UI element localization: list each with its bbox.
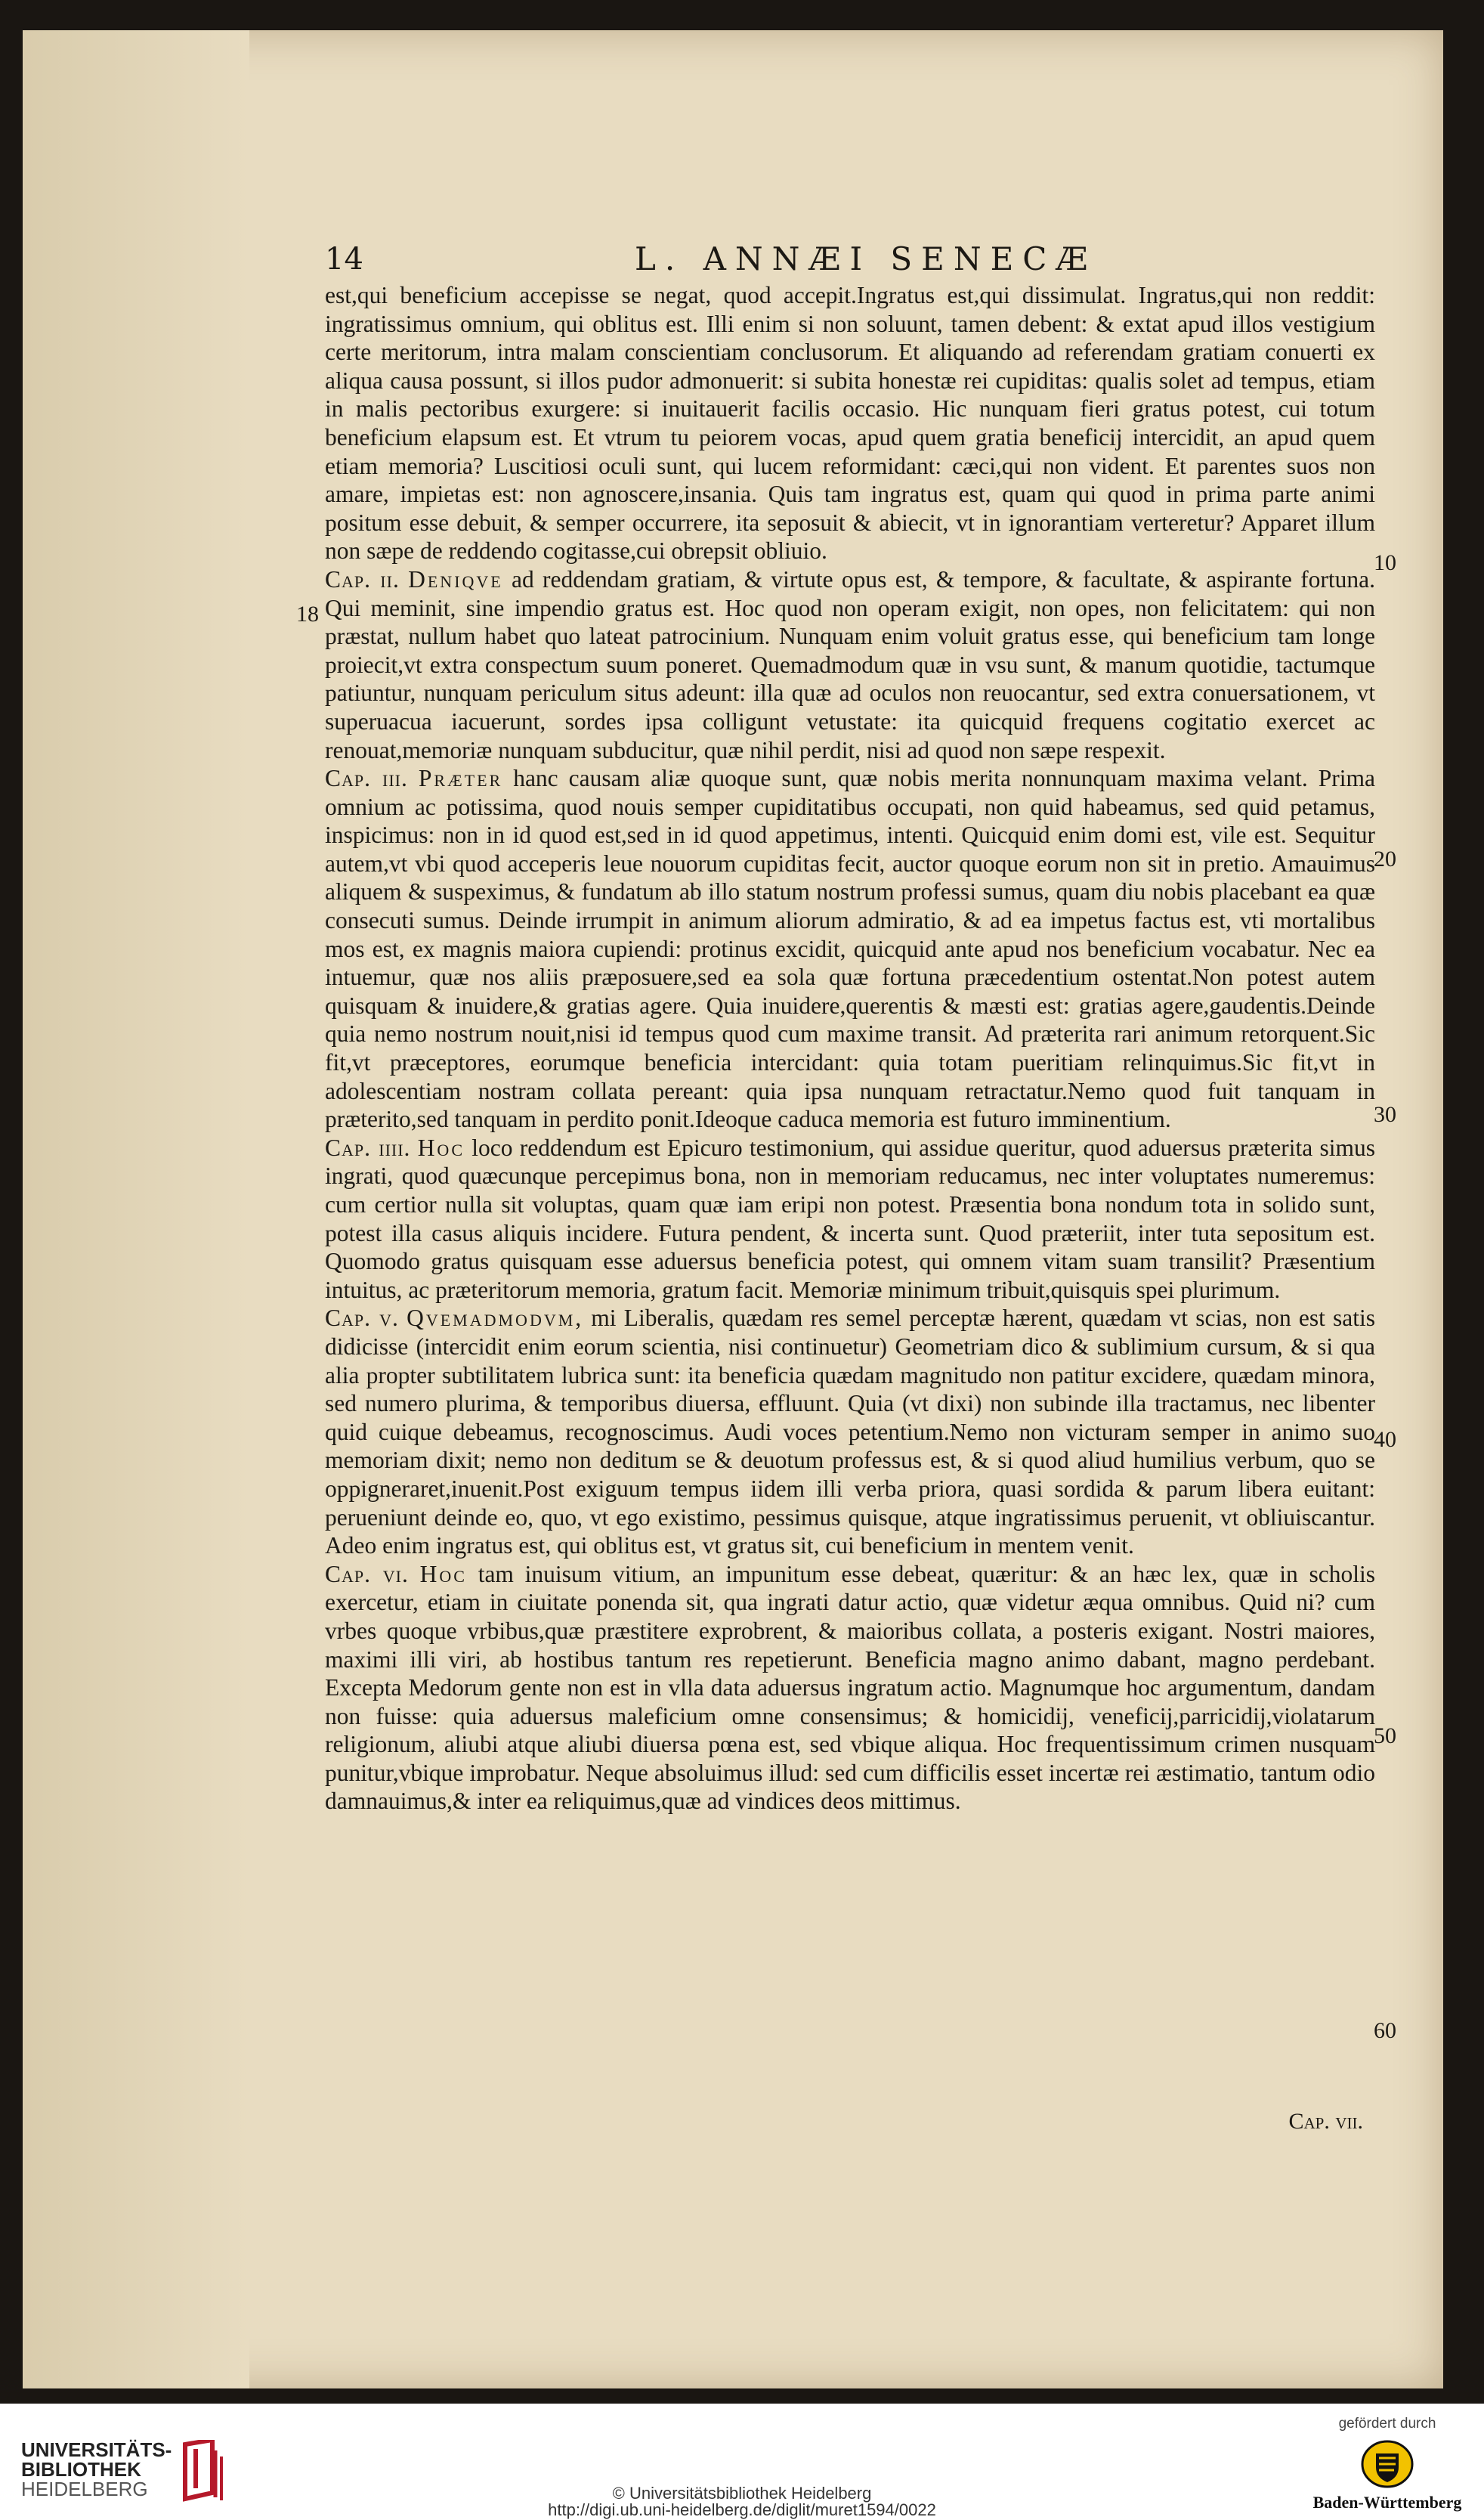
library-name-line: UNIVERSITÄTS- [21, 2438, 172, 2461]
chapter-label: Cap. iii. [325, 765, 408, 792]
chapter-label: Cap. vi. [325, 1560, 409, 1587]
paragraph-text: loco reddendum est Epicuro testimonium, qui assidue queritur, quod aduersus præterita simus ingrati, quod quæcunque percepimus bona, non in memoriam reducamus, nec inter voluptates numeremus: cum certior nulla sit voluptas, quam quæ iam eripi non potest. Præsentia bona nondum tota in solido sunt, potest illa casus aliquis incidere. Futura pendent, & incerta sunt. Quod præteriit, inter tuta sepositum est. Quomodo gratus quisquam esse aduersus beneficia potest, qui omnem vitam suam transilit? Præsentium intuitus, ac præteritorum memoria, gratum facit. Memoriæ minimum tribuit,quisquis spei plurimum. [325, 1134, 1375, 1303]
margin-line-number: 40 [1374, 1427, 1396, 1452]
paragraph-text: tam inuisum vitium, an impunitum esse debeat, quæritur: & an hæc lex, quæ in scholis exercetur, etiam in ciuitate ponenda sit, qua ingrati datur actio, quæ videtur æqua omnibus. Quid ni? cum vrbes quoque vrbibus,quæ præstitere exprobrent, & maioribus collata, a posteris exigant. Nostri maiores, maximi illi viri, ab hostibus tantum res repetierunt. Beneficia magno animo dabant, magno perdebant. Excepta Medorum gente non est in vlla data aduersus ingratum actio. Magnumque hoc argumentum, dandam non fuisse: quia aduersus maleficium omne consensimus; & homicidij, veneficij,parricidij,violatarum religionum, aliubi atque aliubi diuersa pœna est, sed vbique aliqua. Hoc frequentissimum crimen nusquam punitur,vbique improbatur. Neque absoluimus illud: sed cum difficilis esset incertæ rei æstimatio, tantum odio damnauimus,& inter ea reliquimus,quæ ad vindices deos mittimus. [325, 1560, 1376, 1815]
chapter-incipit: Hoc [417, 1134, 465, 1161]
permalink[interactable]: http://digi.ub.uni-heidelberg.de/diglit/muret1594/0022 [548, 2500, 936, 2519]
paragraph-text: est,qui beneficium accepisse se negat, quod accepit.Ingratus est,qui dissimulat. Ingratus,qui non reddit: ingratissimus omnium, qui oblitus est. Illi enim si non soluunt, tamen debent: & extat apud illos vestigium certe meritorum, intra malam conscientiam conclusorum. Et aliquando ad referendam gratiam conuerti ex aliqua causa possunt, si illos pudor admonuerit: si subita honestæ rei cupiditas: qualis solet ad tempus, etiam in malis pectoribus exurgere: si inuitauerit facilis occasio. Hic nunquam fieri gratus potest, cui totum beneficium elapsum est. Et vtrum tu peiorem vocas, apud quem gratia beneficij intercidit, an apud quem etiam memoria? Luscitiosi oculi sunt, qui lucem reformidant: cæci,qui non vident. Et parentes suos non amare, impietas est: non agnoscere,insania. Quis tam ingratus est, quam qui quod in prima parte animi positum esse debuit, & semper occurrere, ita seposuit & abiecit, vt in ignorantiam verteretur? Apparet illum non sæpe de reddendo cogitasse,cui obrepsit obliuio. [325, 282, 1375, 565]
funder-label: gefördert durch [1338, 2416, 1436, 2432]
chapter-5 [325, 1304, 1375, 1559]
chapter-incipit: Hoc [419, 1560, 467, 1587]
chapter-2 [325, 565, 1375, 764]
coat-of-arms-icon [1361, 2440, 1414, 2488]
paragraph-text: hanc causam aliæ quoque sunt, quæ nobis merita nonnunquam maxima velant. Prima omnium ac potissima, quod nouis semper cupiditatibus occupati, non quid habeamus, sed quid petamus, inspicimus: non in id quod est,sed in id quod appetimus, intenti. Quicquid enim domi est, vile est. Sequitur autem,vt vbi quod acceperis leue nouorum cupiditas fecit, auctor quoque eorum non sit in pretio. Amauimus aliquem & suspeximus, & fundatum ab illo statum nostrum professi sumus, quam diu nobis placebant ea quæ consecuti sumus. Deinde irrumpit in animum aliorum admiratio, & ad ea impetus factus est, vti mortalibus mos est, ex magnis maiora cupiendi: protinus excidit, quicquid ante apud nos beneficium vocabatur. Nec ea intuemur, quæ nos aliis præposuere,sed ea sola quæ fortuna præcedentium ostentat.Non potest autem quisquam & inuidere,& gratias agere. Quia inuidere,querentis & mæsti est: gratias agere,gaudentis.Deinde quia nemo nostrum nouit,nisi id tempus quod cum maxime transit. Ad præterita rari animum retorquent.Sic fit,vt præceptores, eorumque beneficia intercidant: quia totam pueritiam relinquimus.Sic fit,vt in adolescentiam nostram collata pereant: quia ipsa nunquam retractatur.Nemo quod fuit tanquam in præterito,sed tanquam in perdito ponit.Ideoque caduca memoria est futuro imminentium. [325, 765, 1376, 1133]
library-name-line: BIBLIOTHEK [21, 2458, 141, 2481]
paragraph-text: mi Liberalis, quædam res semel perceptæ hærent, quædam vt scias, non est satis didicisse (intercidit enim eorum scientia, nisi continuetur) Geometriam dico & sublimium cursum, & si qua alia propter subtilitatem lubrica sunt: ita beneficia quædam magnitudo non patitur excidere, quædam minora, sed numero plurima, & temporibus diuersa, effluunt. Quia (vt dixi) non subinde illa tractamus, nec libenter quid cuique debeamus, recognoscimus. Audi voces petentium.Nemo non victuram semper in animo suo memoriam dixit; nemo non deditum se & deuotum professus est, & si quod aliud humilius verbum, quo se oppigneraret,inuenit.Post exiguum tempus iidem illi verba priora, quasi sordida & parum libera euitant: perueniunt deinde eo, quo, vt ego existimo, pessimus quisque, atque ingratissimus peruenit, vt obliuiscantur. Adeo enim ingratus est, qui oblitus est, vt gratus sit, cui beneficium in mentem venit. [325, 1305, 1375, 1559]
library-name-line: HEIDELBERG [21, 2478, 148, 2500]
chapter-incipit: Qvemadmodvm, [407, 1305, 584, 1332]
funder-block [1312, 2416, 1463, 2512]
page-gutter [23, 30, 249, 2388]
copyright-notice: © Universitätsbibliothek Heidelberg [612, 2484, 872, 2503]
paragraph-text: ad reddendam gratiam, & virtute opus est, & tempore, & facultate, & aspirante fortuna. Qui meminit, sine impendio gratus est. Hoc quod non operam exigit, non opes, non felicitatem: qui non præstat, nullum habet quo lateat patrocinium. Nunquam enim voluit gratus esse, qui beneficium tam longe proiecit,vt extra conspectum suum poneret. Quemadmodum quæ in vsu sunt, & manum quotidie, tactumque patiuntur, nunquam periculum situs adeunt: illa quæ ad oculos non reuocantur, sed extra conuersationem, vt superuacua iacuerunt, sordes ipsa colligunt vetustate: ita quicquid frequens cogitatio exercet ac renouat,memoriæ nunquam subducitur, quæ nihil perdit, nisi ad quod non sæpe respexit. [325, 565, 1376, 763]
page-number: 14 [325, 242, 363, 277]
paragraph-continuation [325, 281, 1375, 565]
main-text [325, 281, 1375, 1816]
chapter-6 [325, 1560, 1375, 1816]
margin-line-number: 50 [1374, 1723, 1396, 1748]
margin-line-number: 30 [1374, 1102, 1396, 1127]
running-head: L. ANNÆI SENECÆ [635, 240, 1097, 277]
funder-name: Baden-Württemberg [1312, 2493, 1462, 2512]
chapter-label: Cap. ii. [325, 565, 400, 593]
chapter-label: Cap. iiii. [325, 1134, 411, 1161]
margin-line-number: 20 [1374, 847, 1396, 871]
chapter-incipit: Præter [418, 765, 503, 792]
chapter-4 [325, 1134, 1375, 1305]
chapter-incipit: Deniqve [408, 565, 503, 593]
catchword: Cap. vii. [1288, 2109, 1363, 2134]
margin-line-number: 10 [1374, 550, 1396, 575]
chapter-label: Cap. v. [325, 1305, 399, 1332]
chapter-3 [325, 764, 1375, 1134]
margin-line-number: 60 [1374, 2018, 1396, 2043]
margin-line-number: 18 [296, 602, 319, 627]
